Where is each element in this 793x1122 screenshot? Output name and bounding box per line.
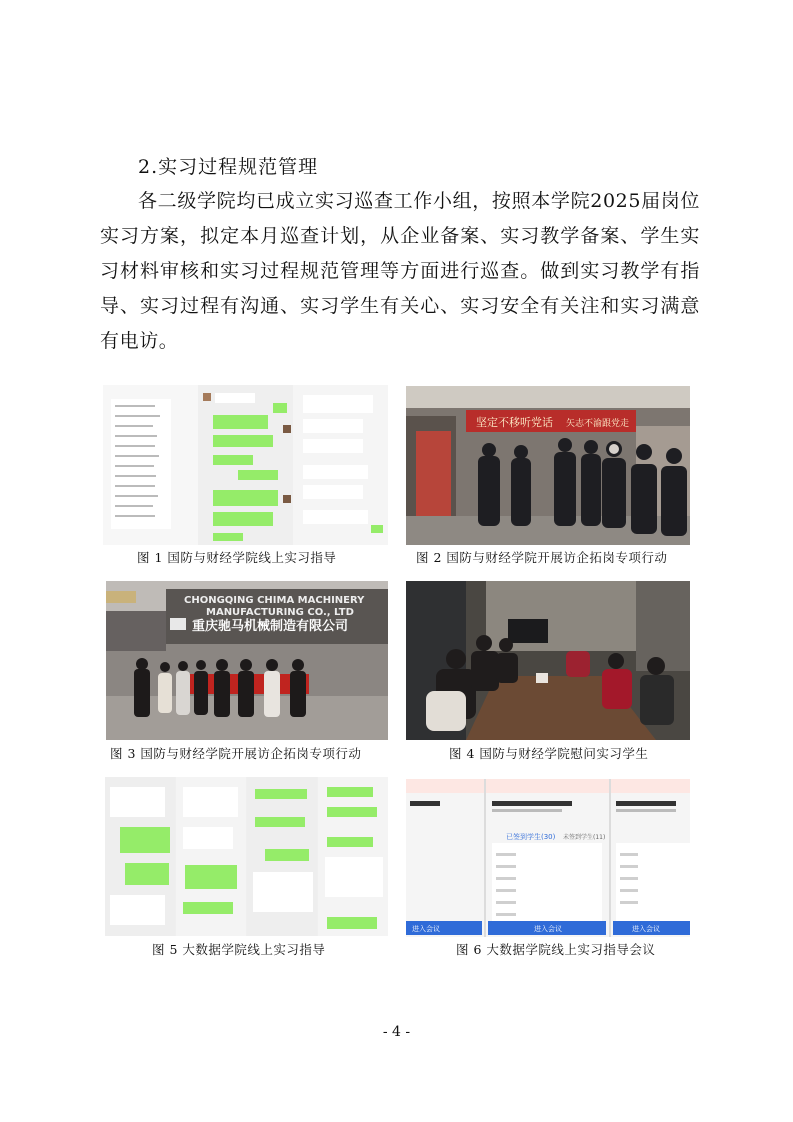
banner-text-left: 坚定不移听党话 <box>476 416 553 429</box>
join-meeting-button-1: 进入会议 <box>412 925 440 933</box>
figure-1-chat-screenshot <box>103 385 388 545</box>
banner-text-right: 矢志不渝跟党走 <box>566 419 630 429</box>
page-number: - 4 - <box>382 1024 411 1040</box>
company-name-cn: 重庆驰马机械制造有限公司 <box>192 619 349 634</box>
figure-6-meeting-app <box>406 779 690 937</box>
figure-5-caption: 图 5 大数据学院线上实习指导 <box>152 942 326 957</box>
section-heading: 2.实习过程规范管理 <box>138 156 319 178</box>
company-name-en-line2: MANUFACTURING CO., LTD <box>206 607 354 618</box>
figure-1-caption: 图 1 国防与财经学院线上实习指导 <box>137 550 337 565</box>
company-name-en-line1: CHONGQING CHIMA MACHINERY <box>184 595 365 606</box>
body-paragraph: 各二级学院均已成立实习巡查工作小组，按照本学院2025届岗位实习方案，拟定本月巡查计划，从企业备案、实习教学备案、学生实习材料审核和实习过程规范管理等方面进行巡查。做到实习教学有指导、实习过程有沟通、实习学生有关心、实习安全有关注和实习满意有电访。 <box>100 190 700 352</box>
figure-2-visit-photo <box>406 386 690 545</box>
figure-4-caption: 图 4 国防与财经学院慰问实习学生 <box>449 746 649 761</box>
join-meeting-button-3: 进入会议 <box>632 925 660 933</box>
join-meeting-button-2: 进入会议 <box>534 925 562 933</box>
figure-2-caption: 图 2 国防与财经学院开展访企拓岗专项行动 <box>416 550 668 565</box>
figure-3-caption: 图 3 国防与财经学院开展访企拓岗专项行动 <box>110 746 362 761</box>
figure-4-meeting-photo <box>406 581 690 740</box>
tab-signed-in: 已签到学生(30) <box>506 833 556 841</box>
figure-3-company-photo <box>106 581 388 740</box>
figure-6-caption: 图 6 大数据学院线上实习指导会议 <box>456 942 656 957</box>
tab-not-signed: 未签到学生(11) <box>563 834 606 841</box>
figure-5-chat-screenshots <box>105 777 388 936</box>
